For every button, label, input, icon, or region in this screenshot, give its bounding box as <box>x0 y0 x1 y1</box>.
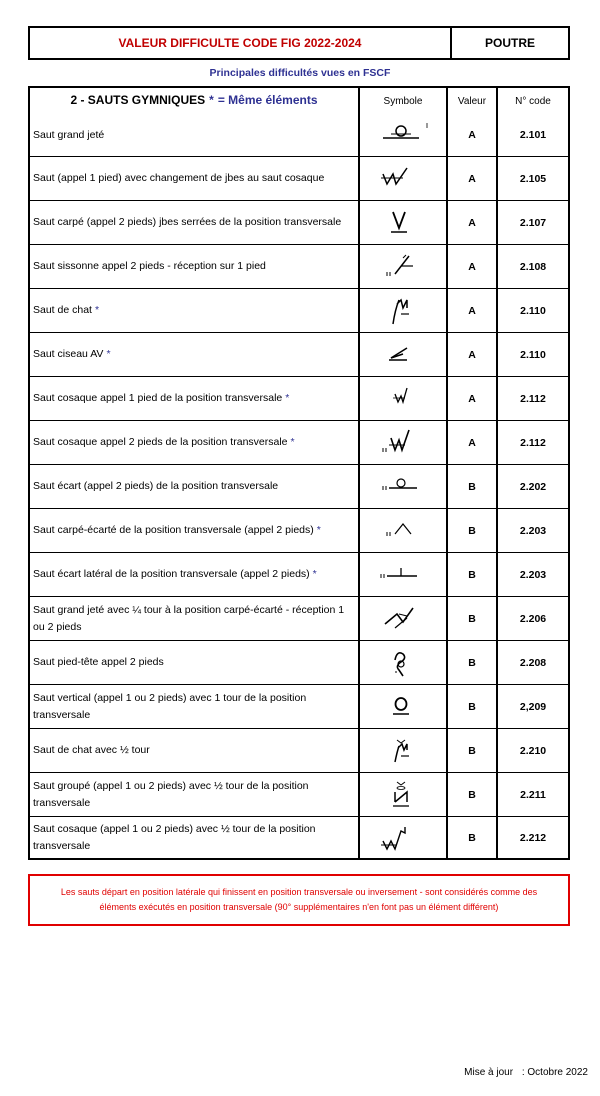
same-element-star: * <box>285 392 290 405</box>
element-code: 2.203 <box>519 568 547 581</box>
section-label: 2 - SAUTS GYMNIQUES <box>70 93 206 108</box>
header-box <box>28 26 570 60</box>
symbol-cell <box>360 245 448 288</box>
symbol-cell <box>360 333 448 376</box>
difficulty-value: A <box>448 289 498 332</box>
section-star: * <box>209 93 214 108</box>
difficulty-value: B <box>448 729 498 772</box>
jump-label <box>30 289 360 332</box>
col-header-symbol: Symbole <box>360 88 448 114</box>
symbol-cell <box>360 465 448 508</box>
element-code: 2.202 <box>519 480 547 493</box>
apparatus-label: POUTRE <box>484 36 535 50</box>
jump-label <box>30 377 360 420</box>
difficulty-value: B <box>448 597 498 640</box>
jump-name: Saut grand jeté avec ¼ tour à la position carpé-écarté - réception 1 ou 2 pieds <box>33 603 345 633</box>
symbol-cell <box>360 201 448 244</box>
document-title: VALEUR DIFFICULTE CODE FIG 2022-2024 <box>30 28 452 58</box>
jump-label <box>30 641 360 684</box>
symbol-cell <box>360 553 448 596</box>
jump-label <box>30 553 360 596</box>
pike-jump-symbol-icon <box>373 208 433 238</box>
difficulty-value: B <box>448 509 498 552</box>
difficulty-value: B <box>448 817 498 858</box>
difficulty-value: B <box>448 553 498 596</box>
table-row <box>30 552 568 596</box>
element-code: 2.206 <box>519 612 547 625</box>
col-header-value: Valeur <box>448 88 498 114</box>
jump-name: Saut ciseau AV <box>33 348 104 361</box>
same-element-star: * <box>312 568 317 581</box>
table-row <box>30 156 568 200</box>
jump-name: Saut cosaque appel 1 pied de la position transversale <box>33 392 283 405</box>
element-code: 2.112 <box>520 436 546 449</box>
jump-label <box>30 685 360 728</box>
symbol-cell <box>360 729 448 772</box>
jete-quarter-turn-symbol-icon <box>373 604 433 634</box>
cat-leap-symbol-icon <box>373 296 433 326</box>
symbol-cell <box>360 817 448 858</box>
table-row <box>30 596 568 640</box>
element-code: 2.105 <box>519 172 547 185</box>
symbol-cell <box>360 377 448 420</box>
difficulty-value: B <box>448 465 498 508</box>
table-row <box>30 684 568 728</box>
subtitle: Principales difficultés vues en FSCF <box>209 67 391 79</box>
element-code: 2.211 <box>520 788 546 801</box>
update-date: : Octobre 2022 <box>521 1067 588 1078</box>
symbol-cell <box>360 157 448 200</box>
table-row <box>30 772 568 816</box>
same-element-star: * <box>94 304 100 317</box>
table-row <box>30 244 568 288</box>
jump-name: Saut vertical (appel 1 ou 2 pieds) avec 1 tour de la position transversale <box>33 691 307 721</box>
symbol-cell <box>360 685 448 728</box>
element-code: 2.210 <box>519 744 547 757</box>
symbol-cell <box>360 289 448 332</box>
ring-jump-symbol-icon <box>373 648 433 678</box>
difficulty-value: A <box>448 157 498 200</box>
jump-label <box>30 597 360 640</box>
col-header-code: N° code <box>515 95 551 107</box>
jump-name: Saut de chat avec ½ tour <box>33 744 150 757</box>
symbol-cell <box>360 773 448 816</box>
element-code: 2,209 <box>519 700 547 713</box>
same-element-star: * <box>290 436 295 449</box>
jump-label <box>30 509 360 552</box>
element-code: 2.101 <box>519 129 547 141</box>
scissor-leap-symbol-icon <box>373 340 433 370</box>
section-same-note: = Même éléments <box>217 93 318 108</box>
jump-label <box>30 465 360 508</box>
difficulty-value: A <box>448 377 498 420</box>
update-label: Mise à jour <box>464 1067 514 1078</box>
difficulty-value: B <box>448 641 498 684</box>
jump-label <box>30 729 360 772</box>
element-code: 2.112 <box>520 392 546 405</box>
tuck-half-turn-symbol-icon <box>373 780 433 810</box>
grand-jete-symbol-icon <box>373 120 433 150</box>
difficulty-value: A <box>448 201 498 244</box>
difficulty-value: B <box>448 773 498 816</box>
table-row <box>30 464 568 508</box>
jump-name: Saut cosaque appel 2 pieds de la position transversale <box>33 436 288 449</box>
jump-label <box>30 333 360 376</box>
cossack-half-turn-symbol-icon <box>373 823 433 853</box>
jump-label <box>30 157 360 200</box>
difficulty-value: A <box>448 245 498 288</box>
jump-label <box>30 245 360 288</box>
table-header-row <box>30 88 568 114</box>
jump-label <box>30 817 360 858</box>
symbol-cell <box>360 421 448 464</box>
element-code: 2.110 <box>520 304 546 317</box>
symbol-cell <box>360 597 448 640</box>
split-jump-symbol-icon <box>373 472 433 502</box>
jump-name: Saut groupé (appel 1 ou 2 pieds) avec ½ tour de la position transversale <box>33 779 309 809</box>
symbol-cell <box>360 114 448 156</box>
symbol-cell <box>360 641 448 684</box>
table-row <box>30 816 568 858</box>
jumps-table <box>28 86 570 860</box>
update-footer <box>464 1067 588 1078</box>
table-row <box>30 728 568 772</box>
difficulty-value: B <box>448 685 498 728</box>
jump-name: Saut cosaque (appel 1 ou 2 pieds) avec ½ tour de la position transversale <box>33 822 316 852</box>
element-code: 2.203 <box>519 524 547 537</box>
jump-name: Saut sissonne appel 2 pieds - réception sur 1 pied <box>33 260 266 273</box>
jump-label <box>30 773 360 816</box>
section-heading <box>30 88 360 114</box>
table-row <box>30 376 568 420</box>
switch-cossack-symbol-icon <box>373 164 433 194</box>
element-code: 2.212 <box>519 831 547 844</box>
element-code: 2.108 <box>519 260 547 273</box>
element-code: 2.110 <box>520 348 546 361</box>
jump-label <box>30 421 360 464</box>
cossack-two-feet-symbol-icon <box>373 428 433 458</box>
jump-name: Saut écart (appel 2 pieds) de la position transversale <box>33 480 279 493</box>
jump-name: Saut écart latéral de la position transversale (appel 2 pieds) <box>33 568 310 581</box>
table-row <box>30 200 568 244</box>
transversal-note: Les sauts départ en position latérale qui finissent en position transversale ou inversement - sont considérés comme des éléments exécutés en position transversale (90° supplémentaires n'en font pas un élément différent) <box>28 874 570 926</box>
full-turn-jump-symbol-icon <box>373 692 433 722</box>
difficulty-value: A <box>448 421 498 464</box>
table-row <box>30 508 568 552</box>
jump-name: Saut de chat <box>33 304 92 317</box>
table-row <box>30 640 568 684</box>
same-element-star: * <box>106 348 111 361</box>
cat-leap-half-turn-symbol-icon <box>373 736 433 766</box>
cossack-one-foot-symbol-icon <box>373 384 433 414</box>
jump-name: Saut grand jeté <box>33 128 105 141</box>
jump-name: Saut (appel 1 pied) avec changement de jbes au saut cosaque <box>33 172 325 185</box>
jump-label <box>30 114 360 156</box>
difficulty-value: A <box>448 114 498 156</box>
side-split-symbol-icon <box>373 560 433 590</box>
jump-name: Saut pied-tête appel 2 pieds <box>33 656 164 669</box>
table-row <box>30 420 568 464</box>
jump-label <box>30 201 360 244</box>
element-code: 2.107 <box>519 216 547 229</box>
sissonne-symbol-icon <box>373 252 433 282</box>
straddle-pike-symbol-icon <box>373 516 433 546</box>
table-row <box>30 332 568 376</box>
difficulty-value: A <box>448 333 498 376</box>
jump-name: Saut carpé (appel 2 pieds) jbes serrées de la position transversale <box>33 216 342 229</box>
element-code: 2.208 <box>519 656 547 669</box>
table-row <box>30 114 568 156</box>
same-element-star: * <box>316 524 321 537</box>
jump-name: Saut carpé-écarté de la position transversale (appel 2 pieds) <box>33 524 314 537</box>
table-row <box>30 288 568 332</box>
symbol-cell <box>360 509 448 552</box>
